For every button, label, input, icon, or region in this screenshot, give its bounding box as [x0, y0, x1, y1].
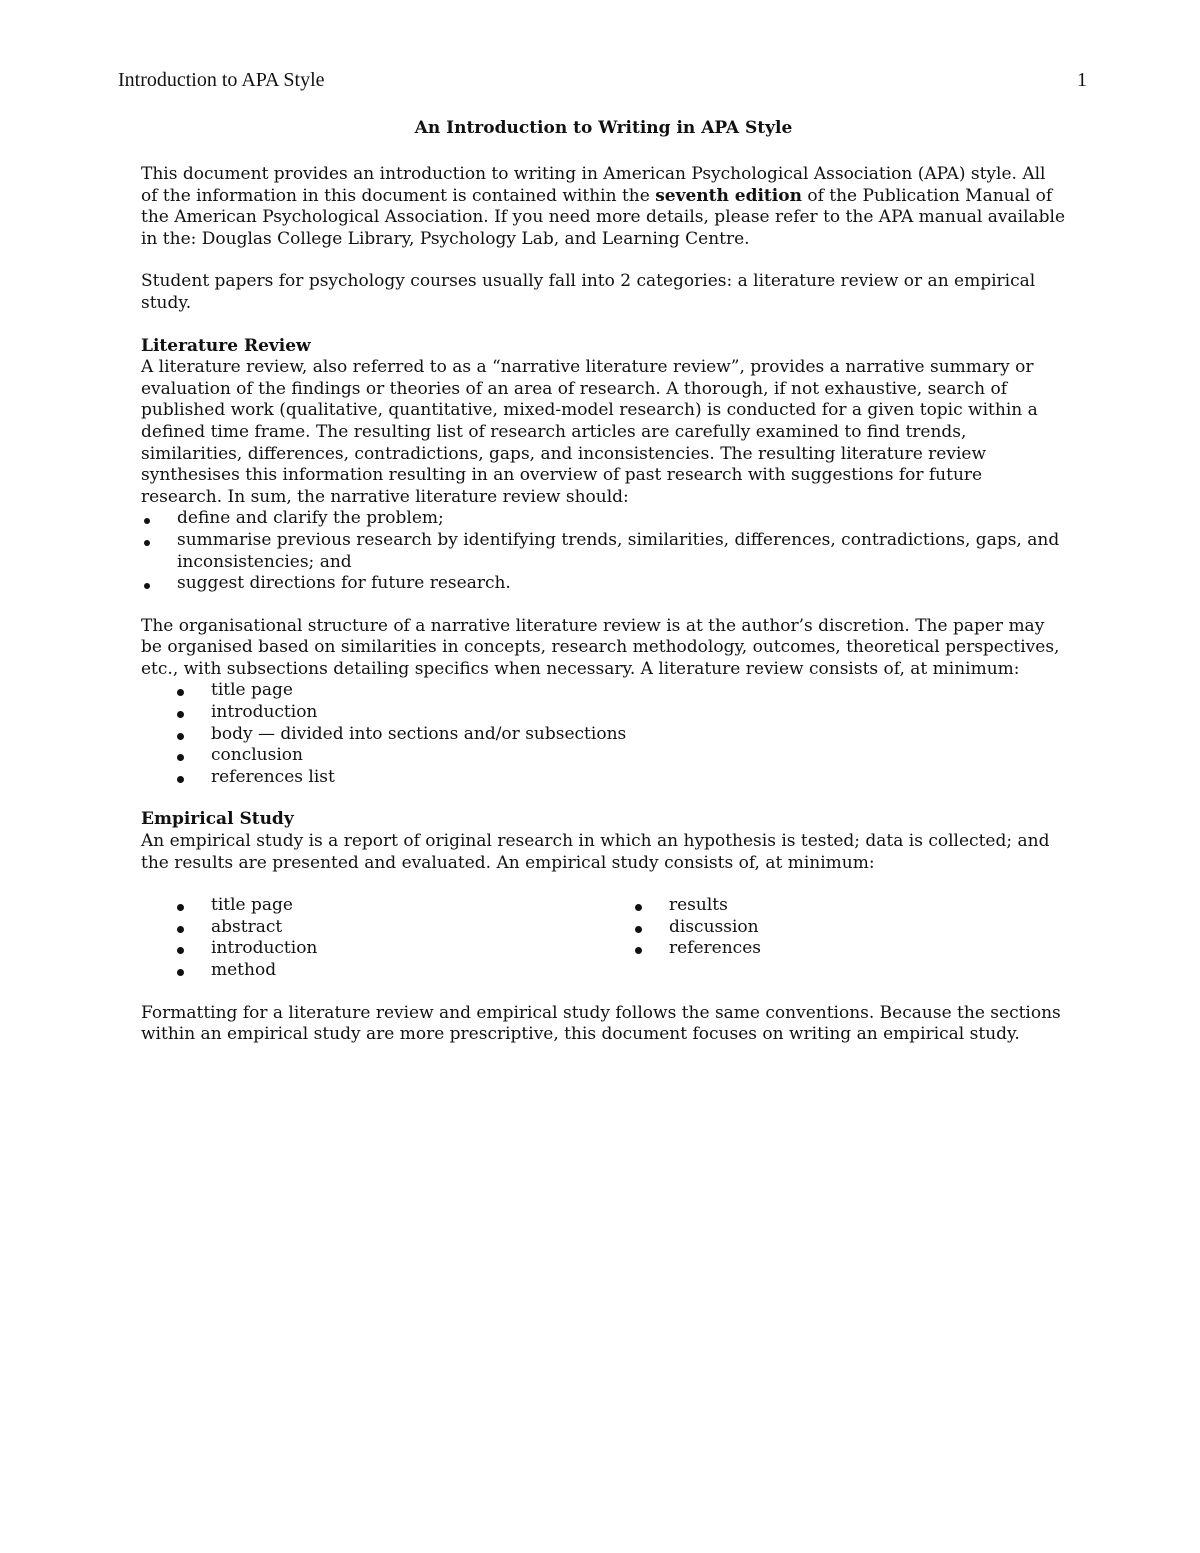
- intro-text-2: of the Publication Manual of the American Psychological Association. If you need more details, please refer to the APA manual available in the: Douglas College Library, Psychology Lab, and Learning Centre.: [141, 185, 1066, 249]
- literature-review-minimum-list: [141, 680, 1066, 788]
- list-item: references: [635, 938, 1035, 960]
- document-title: An Introduction to Writing in APA Style: [414, 118, 793, 138]
- list-item: summarise previous research by identifying trends, similarities, differences, contradictions, gaps, and inconsistencies; and: [141, 530, 1066, 573]
- spacer: [141, 595, 1066, 616]
- page-number: 1: [1077, 69, 1087, 91]
- list-item: title page: [141, 895, 635, 917]
- literature-review-section: [141, 336, 1066, 810]
- list-item: body — divided into sections and/or subsections: [141, 724, 1066, 746]
- empirical-study-section: [141, 809, 1066, 981]
- document-body: [141, 114, 1066, 1067]
- intro-text-1: This document provides an introduction to writing in American Psychological Association (APA) style. All of the information in this document is contained within the: [141, 164, 1046, 206]
- list-item: define and clarify the problem;: [141, 508, 1066, 530]
- literature-review-paragraph: A literature review, also referred to as a “narrative literature review”, provides a narrative summary or evaluation of the findings or theories of an area of research. A thorough, if not exhaustive, search of published work (qualitative, quantitative, mixed-model research) is conducted for a given topic within a defined time frame. The resulting list of research articles are carefully examined to find trends, similarities, differences, contradictions, gaps, and inconsistencies. The resulting literature review synthesises this information resulting in an overview of past research with suggestions for future research. In sum, the narrative literature review should:: [141, 357, 1038, 507]
- list-item: discussion: [635, 917, 1035, 939]
- list-item: conclusion: [141, 745, 1066, 767]
- spacer: [141, 874, 1066, 895]
- list-item: method: [141, 960, 635, 982]
- sections-column-right: [635, 895, 1035, 981]
- literature-review-should-list: [141, 508, 1066, 594]
- list-item: introduction: [141, 702, 1066, 724]
- literature-review-heading: Literature Review: [141, 335, 311, 356]
- list-item: introduction: [141, 938, 635, 960]
- list-item: suggest directions for future research.: [141, 573, 1066, 595]
- list-item: abstract: [141, 917, 635, 939]
- intro-bold-edition: seventh edition: [655, 185, 802, 206]
- empirical-study-paragraph: An empirical study is a report of original research in which an hypothesis is tested; data is collected; and the results are presented and evaluated. An empirical study consists of, at minimum:: [141, 831, 1050, 873]
- empirical-study-sections-list: [141, 895, 1066, 981]
- list-item: title page: [141, 680, 1066, 702]
- spacer: [141, 788, 1066, 809]
- list-item: results: [635, 895, 1035, 917]
- intro-paragraph: [141, 164, 1066, 250]
- sections-column-left: [141, 895, 635, 981]
- categories-paragraph: Student papers for psychology courses usually fall into 2 categories: a literature review or an empirical study.: [141, 271, 1036, 313]
- empirical-study-heading: Empirical Study: [141, 809, 294, 830]
- closing-paragraph: Formatting for a literature review and empirical study follows the same conventions. Because the sections within an empirical study are more prescriptive, this document focuses on writing an empirical study.: [141, 1002, 1061, 1045]
- running-head: [118, 66, 1087, 94]
- running-head-title: Introduction to APA Style: [118, 69, 325, 91]
- list-item: references list: [141, 767, 1066, 789]
- structure-paragraph: The organisational structure of a narrative literature review is at the author’s discretion. The paper may be organised based on similarities in concepts, research methodology, outcomes, theoretical perspectives, etc., with subsections detailing specifics when necessary. A literature review consists of, at minimum:: [141, 615, 1060, 679]
